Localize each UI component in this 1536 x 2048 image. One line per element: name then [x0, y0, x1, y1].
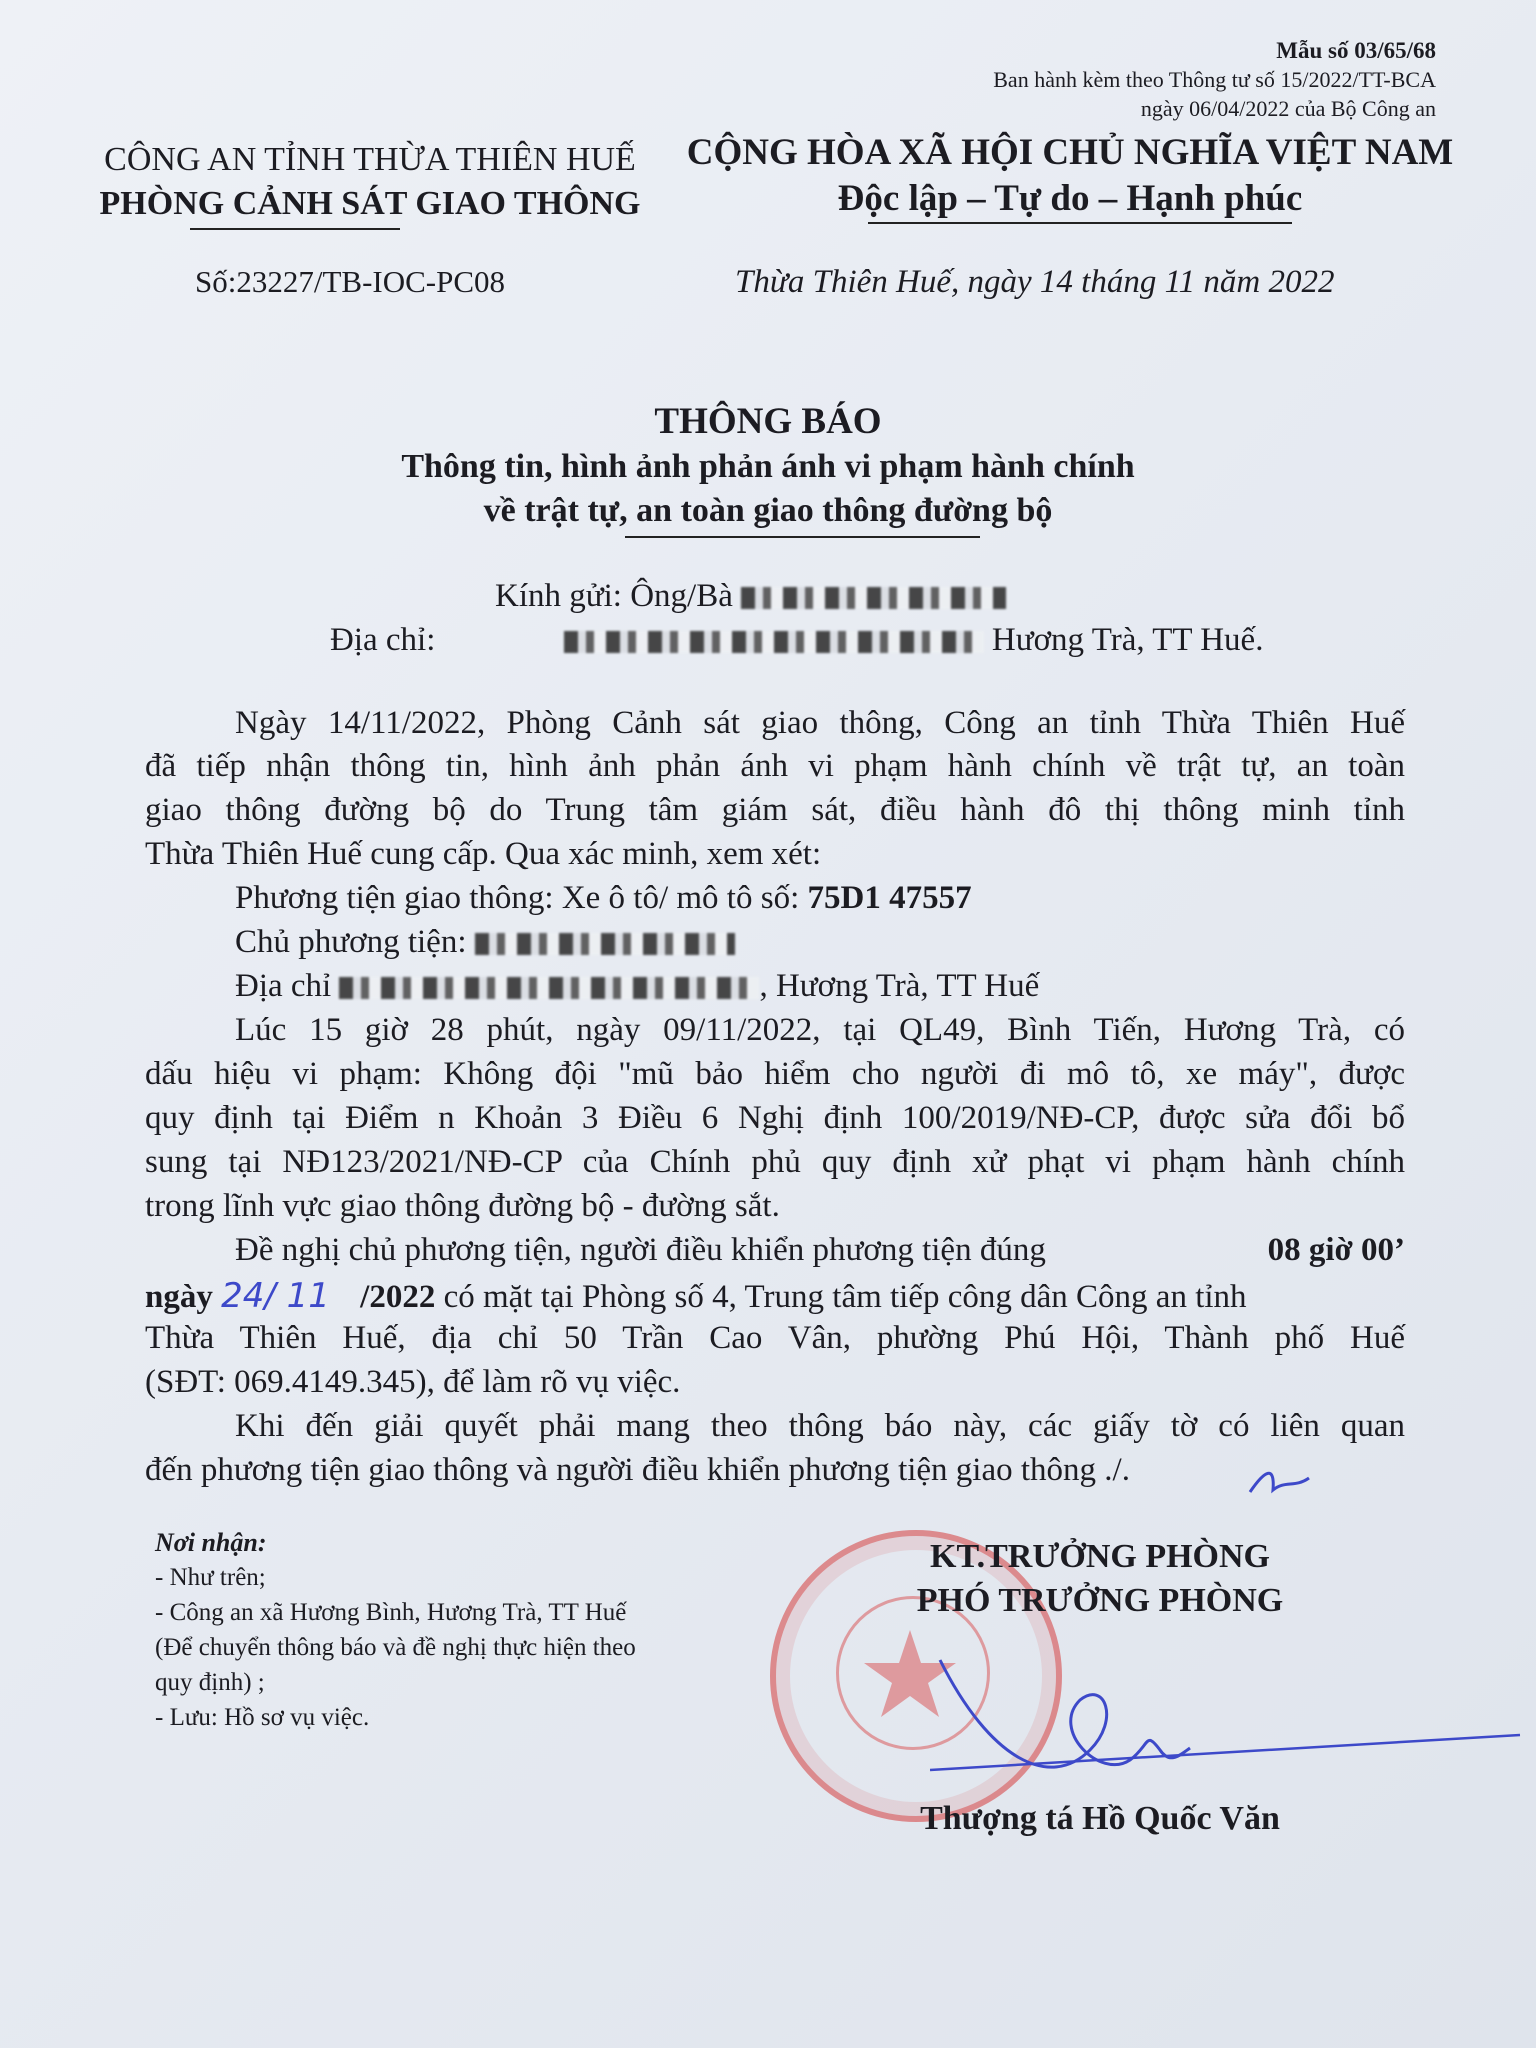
recipient-label: Kính gửi: Ông/Bà: [495, 578, 733, 614]
redacted-name: [741, 587, 1006, 609]
subtitle-line-2: về trật tự, an toàn giao thông đường bộ: [483, 492, 1053, 529]
para2-line-4: sung tại NĐ123/2021/NĐ-CP của Chính phủ quy định xử phạt vi phạm hành chính: [145, 1144, 1405, 1180]
sign-title-1: KT.TRƯỞNG PHÒNG: [930, 1538, 1270, 1575]
para2-line-3: quy định tại Điểm n Khoản 3 Điều 6 Nghị định 100/2019/NĐ-CP, được sửa đổi bổ: [145, 1100, 1405, 1136]
form-issued-line-1: Ban hành kèm theo Thông tư số 15/2022/TT-BCA: [993, 67, 1436, 92]
recipients-block: [155, 1525, 755, 1735]
redacted-owner-address: [339, 977, 759, 999]
vehicle-label: Phương tiện giao thông: Xe ô tô/ mô tô số:: [235, 880, 800, 916]
license-plate: 75D1 47557: [807, 880, 972, 916]
para1-line-4: Thừa Thiên Huế cung cấp. Qua xác minh, xem xét:: [145, 836, 822, 872]
owner-address-line: [235, 968, 1495, 1005]
appointment-time: 08 giờ 00’: [1267, 1232, 1405, 1268]
para3-line-1: [235, 1232, 1405, 1269]
agency-parent: CÔNG AN TỈNH THỪA THIÊN HUẾ: [104, 141, 636, 178]
subtitle-underline: [625, 536, 980, 538]
para4-line-1: Khi đến giải quyết phải mang theo thông báo này, các giấy tờ có liên quan: [235, 1408, 1405, 1444]
form-issued-line-2: ngày 06/04/2022 của Bộ Công an: [1140, 96, 1436, 121]
recipient-line: [495, 578, 1006, 615]
subtitle-line-1: Thông tin, hình ảnh phản ánh vi phạm hành chính: [401, 448, 1135, 485]
agency-name: PHÒNG CẢNH SÁT GIAO THÔNG: [99, 185, 641, 222]
initial-mark-icon: [1245, 1460, 1315, 1500]
recipient-item: (Để chuyển thông báo và đề nghị thực hiện theo: [155, 1634, 636, 1661]
form-number-block: [993, 36, 1436, 123]
signer-name: Thượng tá Hồ Quốc Văn: [920, 1800, 1280, 1837]
motto-underline: [868, 222, 1292, 224]
owner-address-tail: , Hương Trà, TT Huế: [759, 968, 1040, 1004]
owner-label: Chủ phương tiện:: [235, 924, 467, 960]
para3-text-1: Đề nghị chủ phương tiện, người điều khiển phương tiện đúng: [235, 1232, 1046, 1268]
recipients-heading: Nơi nhận:: [155, 1528, 267, 1557]
country-name: CỘNG HÒA XÃ HỘI CHỦ NGHĨA VIỆT NAM: [686, 132, 1454, 173]
para2-line-2: dấu hiệu vi phạm: Không đội "mũ bảo hiểm cho người đi mô tô, xe máy", được: [145, 1056, 1405, 1092]
sign-title-2: PHÓ TRƯỞNG PHÒNG: [916, 1582, 1284, 1619]
recipient-item: - Công an xã Hương Bình, Hương Trà, TT Huế: [155, 1599, 627, 1626]
para2-line-1: Lúc 15 giờ 28 phút, ngày 09/11/2022, tại QL49, Bình Tiến, Hương Trà, có: [235, 1012, 1405, 1048]
owner-line: [235, 924, 1495, 961]
para3-text-2: có mặt tại Phòng số 4, Trung tâm tiếp công dân Công an tỉnh: [443, 1279, 1247, 1315]
para1-line-3: giao thông đường bộ do Trung tâm giám sát, điều hành đô thị thông minh tỉnh: [145, 792, 1405, 828]
recipient-item: - Như trên;: [155, 1564, 266, 1591]
country-header: [680, 130, 1460, 222]
para1-line-2: đã tiếp nhận thông tin, hình ảnh phản ánh vi phạm hành chính về trật tự, an toàn: [145, 748, 1405, 784]
day-label: ngày: [145, 1279, 213, 1315]
para3-line-2: [145, 1276, 1405, 1316]
para1-line-1: Ngày 14/11/2022, Phòng Cảnh sát giao thông, Công an tỉnh Thừa Thiên Huế: [235, 705, 1405, 741]
form-number: Mẫu số 03/65/68: [1276, 38, 1436, 63]
address-line: [330, 622, 1263, 659]
document-title: THÔNG BÁO: [654, 401, 882, 442]
para2-line-5: trong lĩnh vực giao thông đường bộ - đường sắt.: [145, 1188, 780, 1224]
motto: Độc lập – Tự do – Hạnh phúc: [837, 178, 1303, 219]
redacted-owner: [475, 933, 735, 955]
agency-underline: [190, 228, 400, 230]
place-date: Thừa Thiên Huế, ngày 14 tháng 11 năm 2022: [735, 264, 1335, 300]
handwritten-date: 24/ 11: [221, 1276, 330, 1316]
redacted-address: [564, 631, 984, 653]
appointment-year: /2022: [360, 1279, 436, 1315]
para3-line-3: Thừa Thiên Huế, địa chỉ 50 Trần Cao Vân, phường Phú Hội, Thành phố Huế: [145, 1320, 1405, 1356]
agency-header: [80, 138, 660, 226]
vehicle-line: [235, 880, 1495, 917]
document-number: Số:23227/TB-IOC-PC08: [195, 264, 506, 299]
recipient-item: quy định) ;: [155, 1669, 265, 1696]
signature-icon: [930, 1640, 1530, 1800]
address-tail: Hương Trà, TT Huế.: [991, 622, 1264, 658]
para4-line-2: đến phương tiện giao thông và người điều khiển phương tiện giao thông ./.: [145, 1452, 1130, 1488]
owner-address-label: Địa chỉ: [235, 968, 332, 1004]
recipient-item: - Lưu: Hồ sơ vụ việc.: [155, 1704, 370, 1731]
address-label: Địa chỉ:: [330, 622, 436, 658]
para3-line-4: (SĐT: 069.4149.345), để làm rõ vụ việc.: [145, 1364, 681, 1400]
